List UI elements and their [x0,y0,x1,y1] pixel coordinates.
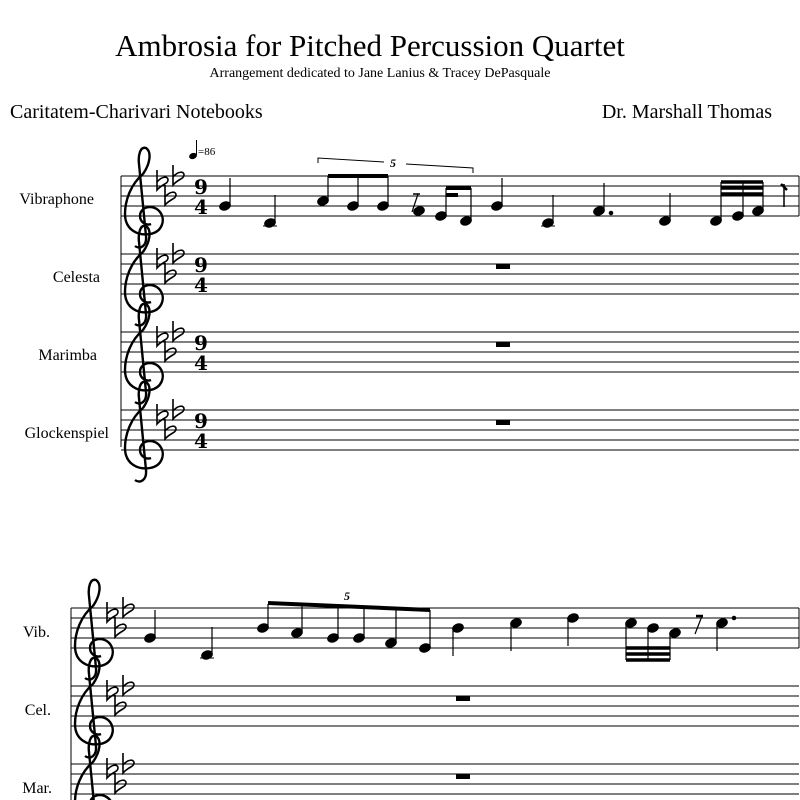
clef-key-time-vibraphone [125,148,208,248]
flat-icon [165,419,176,439]
instrument-label-vib: Vib. [22,624,50,641]
flat-icon [165,263,176,283]
flat-icon [115,773,126,793]
time-sig-top: 9 [194,253,208,277]
flat-icon [107,680,118,700]
instrument-label-mar: Mar. [22,780,52,797]
staff-vib [71,608,799,648]
flat-icon [165,341,176,361]
treble-clef-icon [75,580,113,680]
whole-rest [496,264,510,269]
piece-title: Ambrosia for Pitched Percussion Quartet [115,28,625,63]
flat-icon [123,753,134,773]
tuplet-number: 5 [344,589,350,603]
vib-notes [143,603,735,661]
time-sig-top: 9 [194,409,208,433]
whole-rest [456,774,470,779]
flat-icon [157,248,168,268]
flat-icon [123,597,134,617]
treble-clef-icon [125,382,163,482]
clef-key-vib [75,580,134,680]
whole-rest [456,696,470,701]
clef-key-time-celesta [125,226,208,326]
tuplet-number: 5 [390,156,396,170]
flat-icon [123,675,134,695]
flat-icon [173,165,184,185]
time-sig-bottom: 4 [194,195,208,219]
clef-key-time-marimba [125,304,208,404]
flat-icon [157,170,168,190]
flat-icon [115,617,126,637]
clef-key-cel [75,658,134,758]
whole-rest [496,420,510,425]
flat-icon [165,185,176,205]
clef-key-mar [75,736,134,800]
time-sig-top: 9 [194,331,208,355]
treble-clef-icon [125,304,163,404]
instrument-label-marimba: Marimba [38,347,97,364]
time-sig-bottom: 4 [194,273,208,297]
flat-icon [173,243,184,263]
vibraphone-notes [218,176,787,229]
flat-icon [173,399,184,419]
time-sig-bottom: 4 [194,351,208,375]
instrument-label-vibraphone: Vibraphone [19,191,94,208]
staff-celesta [121,254,799,294]
whole-rest [496,342,510,347]
flat-icon [115,695,126,715]
staff-marimba [121,332,799,372]
composer-name: Dr. Marshall Thomas [601,101,772,123]
clef-key-time-glockenspiel [125,382,208,482]
tempo-mark [188,140,215,160]
treble-clef-icon [75,658,113,758]
instrument-label-glockenspiel: Glockenspiel [24,425,109,442]
collection-name: Caritatem-Charivari Notebooks [10,101,263,123]
flat-icon [107,758,118,778]
instrument-label-cel: Cel. [24,702,51,719]
staff-glockenspiel [121,410,799,450]
treble-clef-icon [125,148,163,248]
instrument-label-celesta: Celesta [52,269,100,286]
flat-icon [157,404,168,424]
time-sig-top: 9 [194,175,208,199]
staff-mar [71,764,799,794]
piece-subtitle: Arrangement dedicated to Jane Lanius & Tracey DePasquale [209,66,551,81]
flat-icon [107,602,118,622]
treble-clef-icon [125,226,163,326]
time-sig-bottom: 4 [194,429,208,453]
staff-cel [71,686,799,726]
flat-icon [157,326,168,346]
tempo-value: =86 [198,146,216,158]
flat-icon [173,321,184,341]
